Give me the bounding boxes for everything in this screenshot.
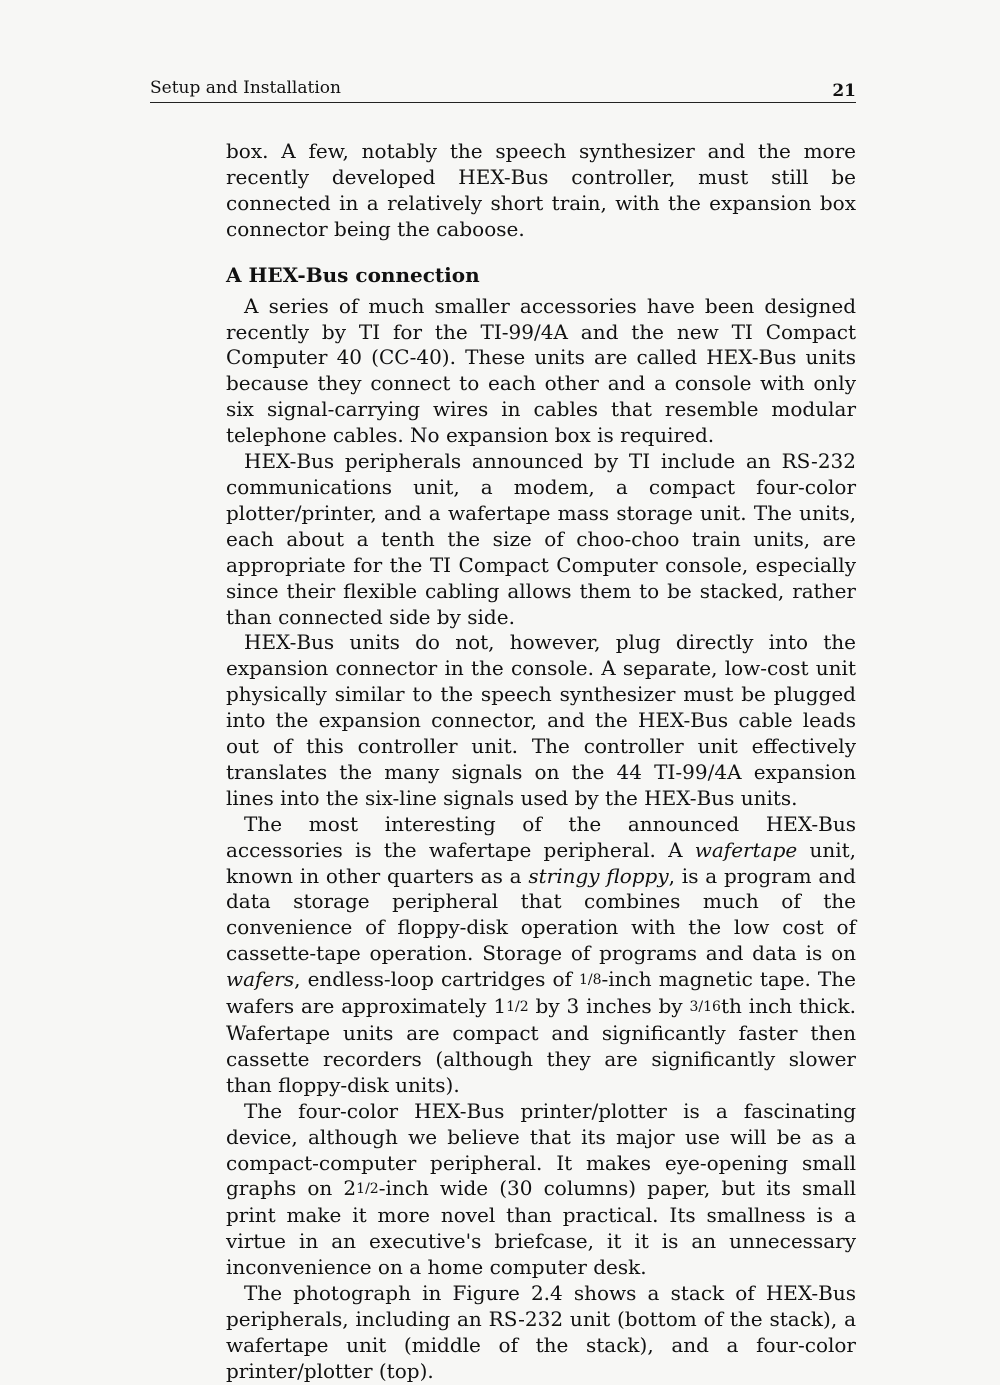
paragraph-figure-reference: The photograph in Figure 2.4 shows a stack of HEX-Bus peripherals, including an RS-232 unit (bottom of the stack), a wafertape unit (middle of the stack), and a four-color printer/plotter (top). [226, 1281, 856, 1383]
text-run: th inch thick. Wafertape units are compact and significantly faster then cassette recorders (although they are significantly slower than floppy-disk units). [226, 994, 856, 1097]
text-run: , is a program and data storage peripheral that combines much of the convenience of floppy-disk operation with the low cost of cassette-tape operation. Storage of programs and data is on [226, 863, 856, 966]
emphasis-wafertape: wafertape [694, 837, 798, 862]
fraction-one-eighth: 1/8 [579, 972, 602, 989]
paragraph-hexbus-peripherals: HEX-Bus peripherals announced by TI include an RS-232 communications unit, a modem, a compact four-color plotter/printer, and a wafertape mass storage unit. The units, each about a tenth the size of choo-choo train units, are appropriate for the TI Compact Computer console, especially since their flexible cabling allows them to be stacked, rather than connected side by side. [226, 449, 856, 629]
text-run: -inch magnetic tape. The wafers are approximately 1 [226, 967, 856, 1019]
paragraph-continuation: box. A few, notably the speech synthesizer and the more recently developed HEX-Bus controller, must still be connected in a relatively short train, with the expansion box connector being the caboose. [226, 139, 856, 241]
text-run: -inch wide (30 columns) paper, but its small print make it more novel than practical. Its smallness is a virtue in an executive's briefcase, it it is an unnecessary inconvenience on a home computer desk. [226, 1176, 857, 1280]
section-title: Setup and Installation [150, 78, 341, 98]
section-heading: A HEX-Bus connection [226, 262, 480, 287]
text-run: unit, known in other quarters as a [226, 837, 856, 888]
page-number: 21 [832, 81, 856, 101]
paragraph-hexbus-controller: HEX-Bus units do not, however, plug directly into the expansion connector in the console. A separate, low-cost unit physically similar to the speech synthesizer must be plugged into the expansion connector, and the HEX-Bus cable leads out of this controller unit. The controller unit effectively translates the many signals on the 44 TI-99/4A expansion lines into the six-line signals used by the HEX-Bus units. [226, 630, 856, 810]
paragraph-printer-plotter [226, 1099, 856, 1281]
text-run: by 3 inches by [528, 994, 690, 1019]
text-run: , endless-loop cartridges of [294, 967, 579, 992]
fraction-one-half: 1/2 [356, 1181, 379, 1198]
body-text [226, 139, 856, 1385]
text-run: The most interesting of the announced HEX-Bus accessories is the wafertape peripheral. A [226, 811, 856, 862]
running-header [150, 76, 856, 103]
fraction-three-sixteenths: 3/16 [689, 999, 721, 1016]
text-run: The four-color HEX-Bus printer/plotter is a fascinating device, although we believe that its major use will be as a compact-computer peripheral. It makes eye-opening small graphs on 2 [226, 1098, 856, 1201]
emphasis-wafers: wafers [226, 967, 295, 992]
paragraph-wafertape [226, 812, 856, 1099]
paragraph-hexbus-intro: A series of much smaller accessories have been designed recently by TI for the TI-99/4A and the new TI Compact Computer 40 (CC-40). These units are called HEX-Bus units because they connect to each other and a console with only six signal-carrying wires in cables that resemble modular telephone cables. No expansion box is required. [226, 293, 856, 448]
emphasis-stringy-floppy: stringy floppy [528, 863, 669, 888]
fraction-one-half: 1/2 [506, 999, 529, 1016]
